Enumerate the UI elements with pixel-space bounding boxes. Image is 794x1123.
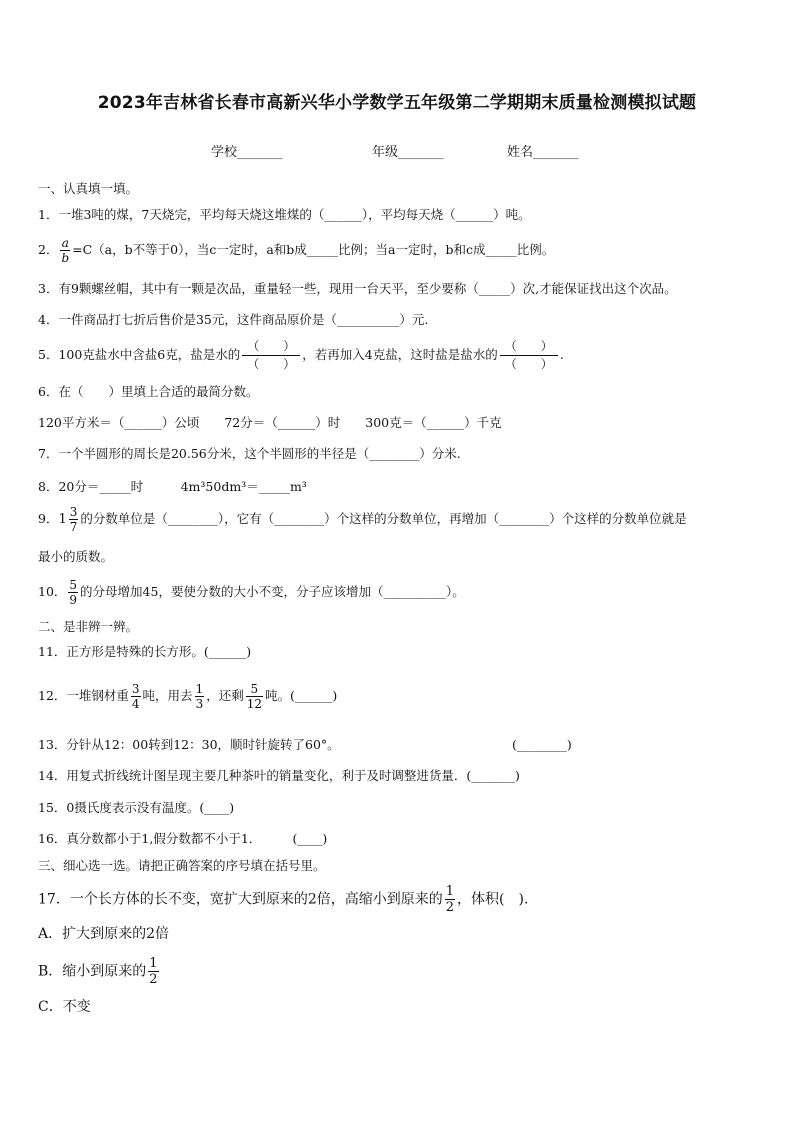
question-10: [38, 578, 768, 607]
denominator: 2: [445, 900, 455, 915]
question-5: [38, 338, 768, 373]
question-15: 15．0摄氏度表示没有温度。(____): [38, 800, 235, 815]
question-16: 16．真分数都小于1,假分数都不小于1． (____): [38, 831, 328, 846]
denominator: 7: [69, 520, 78, 534]
fraction: [246, 682, 263, 711]
question-7: 7．一个半圆形的周长是20.56分米，这个半圆形的半径是（________）分米.: [38, 446, 461, 461]
question-text: ，体积( ).: [457, 891, 529, 908]
page-title: 2023年吉林省长春市高新兴华小学数学五年级第二学期期末质量检测模拟试题: [97, 93, 697, 113]
question-4: 4．一件商品打七折后售价是35元，这件商品原价是（__________）元.: [38, 312, 429, 327]
question-11: 11．正方形是特殊的长方形。(______): [38, 644, 252, 659]
option-text: B．缩小到原来的: [38, 963, 147, 980]
fraction-a-over-b: [60, 236, 70, 265]
question-text: ，若再加入4克盐，这时盐是盐水的: [302, 347, 498, 362]
question-6: 6．在（ ）里填上合适的最简分数。: [38, 384, 259, 399]
question-1: 1．一堆3吨的煤，7天烧完，平均每天烧这堆煤的（______），平均每天烧（______）吨。: [38, 207, 531, 222]
fraction: [195, 682, 205, 711]
denominator: 12: [246, 697, 262, 711]
fraction: [69, 505, 79, 534]
option-b[interactable]: [38, 956, 768, 987]
question-text: 17．一个长方体的长不变，宽扩大到原来的2倍，高缩小到原来的: [38, 891, 443, 908]
fraction: [445, 884, 455, 915]
fraction: [148, 956, 158, 987]
name-field[interactable]: 姓名_______: [507, 145, 579, 160]
question-number: 2．: [38, 242, 59, 257]
question-text: =C（a，b不等于0），当c一定时，a和b成_____比例；当a一定时，b和c成_____比例。: [72, 242, 555, 257]
denominator: b: [61, 251, 70, 265]
question-6-items: 120平方米＝（______）公顷 72分＝（______）时 300克＝（______）千克: [38, 415, 502, 430]
numerator-blank: （ ）: [242, 338, 300, 356]
question-14: 14．用复式折线统计图呈现主要几种茶叶的销量变化，利于及时调整进货量．(_______): [38, 768, 520, 783]
mixed-whole: 1: [58, 511, 67, 527]
question-9: [38, 505, 768, 534]
numerator-blank: （ ）: [500, 338, 558, 356]
option-c[interactable]: C．不变: [38, 999, 91, 1015]
blank-fraction: [242, 338, 300, 373]
numerator: 3: [69, 505, 78, 519]
question-text: ，还剩: [206, 688, 244, 703]
question-text: 的分数单位是（________），它有（________）个这样的分数单位，再增加（________）个这样的分数单位就是: [80, 511, 687, 526]
question-13: [38, 736, 768, 754]
question-2: [38, 236, 768, 265]
blank-fraction: [500, 338, 558, 373]
question-number: 10．: [38, 584, 67, 599]
numerator: a: [61, 236, 69, 250]
numerator: 1: [149, 956, 158, 971]
denominator: 9: [69, 593, 78, 607]
question-number: 9．: [38, 511, 59, 526]
question-8: 8．20分＝_____时 4m³50dm³＝_____m³: [38, 479, 307, 494]
numerator: 5: [246, 682, 263, 697]
question-9-continued: 最小的质数。: [38, 549, 114, 564]
fraction: [131, 682, 141, 711]
denominator: 3: [195, 697, 204, 711]
section-heading-3: 三、细心选一选。请把正确答案的序号填在括号里。: [38, 858, 326, 873]
question-text: .: [559, 347, 564, 362]
option-a[interactable]: A．扩大到原来的2倍: [38, 926, 170, 942]
section-heading-2: 二、是非辨一辨。: [38, 619, 139, 634]
question-text: 吨。(______): [265, 688, 338, 703]
section-heading-1: 一、认真填一填。: [38, 181, 139, 196]
denominator: 4: [131, 697, 140, 711]
question-17: [38, 884, 768, 915]
school-field[interactable]: 学校_______: [211, 145, 283, 160]
question-text: 12．一堆钢材重: [38, 688, 129, 703]
denominator-blank: （ ）: [504, 357, 553, 371]
numerator: 1: [195, 682, 204, 696]
answer-blank[interactable]: (________): [512, 737, 572, 752]
numerator: 5: [69, 578, 78, 592]
numerator: 3: [131, 682, 140, 696]
denominator-blank: （ ）: [247, 357, 296, 371]
numerator: 1: [445, 884, 455, 899]
question-text: 吨，用去: [142, 688, 193, 703]
denominator: 2: [149, 972, 158, 987]
question-text: 的分母增加45，要使分数的大小不变，分子应该增加（__________）。: [80, 584, 465, 599]
question-text: 13．分针从12：00转到12：30，顺时针旋转了60°。: [38, 737, 340, 752]
fraction: [68, 578, 78, 607]
grade-field[interactable]: 年级_______: [372, 145, 444, 160]
question-text: 5．100克盐水中含盐6克，盐是水的: [38, 347, 241, 362]
question-12: [38, 682, 768, 711]
question-3: 3．有9颗螺丝帽，其中有一颗是次品，重量轻一些，现用一台天平，至少要称（_____）次,才能保证找出这个次品。: [38, 281, 677, 296]
